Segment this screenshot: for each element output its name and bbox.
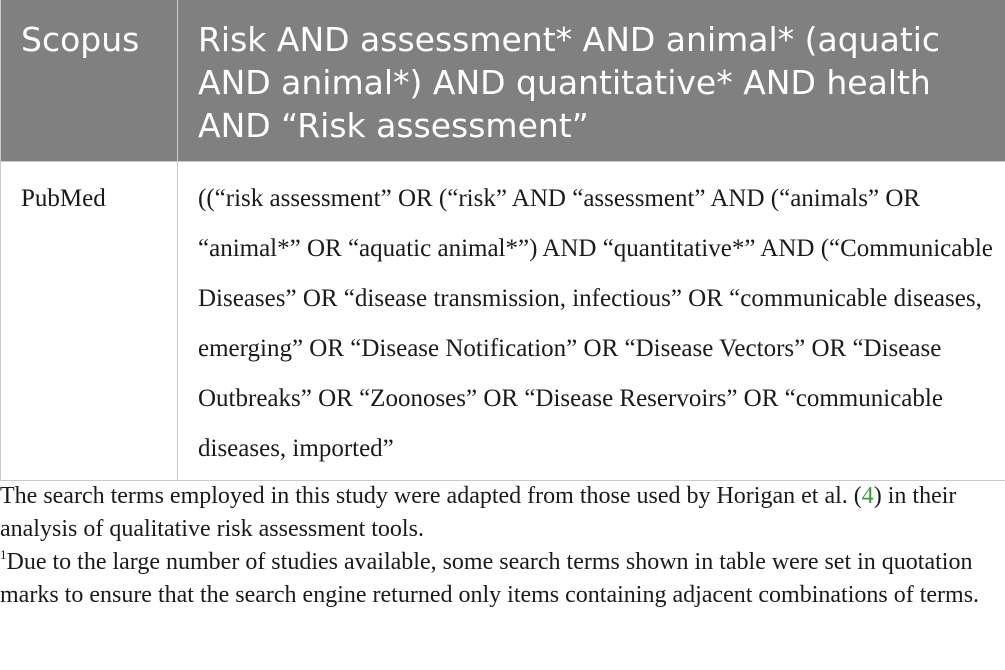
table-note	[0, 480, 1000, 546]
footnote-text: Due to the large number of studies available, some search terms shown in table were set in quotation marks to ensure that the search engine returned only items containing adjacent combinations of terms.	[0, 549, 980, 608]
table-notes	[0, 480, 1000, 612]
note-text-before: The search terms employed in this study were adapted from those used by Horigan et al. (	[0, 483, 862, 509]
row-database-pubmed: PubMed	[1, 162, 178, 481]
header-scopus-query: Risk AND assessment* AND animal* (aquatic AND animal*) AND quantitative* AND health AND “Risk assessment”	[178, 0, 1005, 162]
footnote-marker: 1	[0, 547, 7, 562]
row-pubmed-query: ((“risk assessment” OR (“risk” AND “assessment” AND (“animals” OR “animal*” OR “aquatic animal*”) AND “quantitative*” AND (“Communicable Diseases” OR “disease transmission, infectious” OR “communicable diseases, emerging” OR “Disease Notification” OR “Disease Vectors” OR “Disease Outbreaks” OR “Zoonoses” OR “Disease Reservoirs” OR “communicable diseases, imported”	[178, 162, 1005, 481]
header-database-scopus: Scopus	[1, 0, 178, 162]
table-header-row	[1, 0, 1005, 162]
table-row	[1, 162, 1005, 481]
footnote	[0, 546, 1000, 612]
note-text-after: ) in their analysis of qualitative risk assessment tools.	[0, 483, 957, 542]
citation-link[interactable]: 4	[861, 483, 874, 509]
